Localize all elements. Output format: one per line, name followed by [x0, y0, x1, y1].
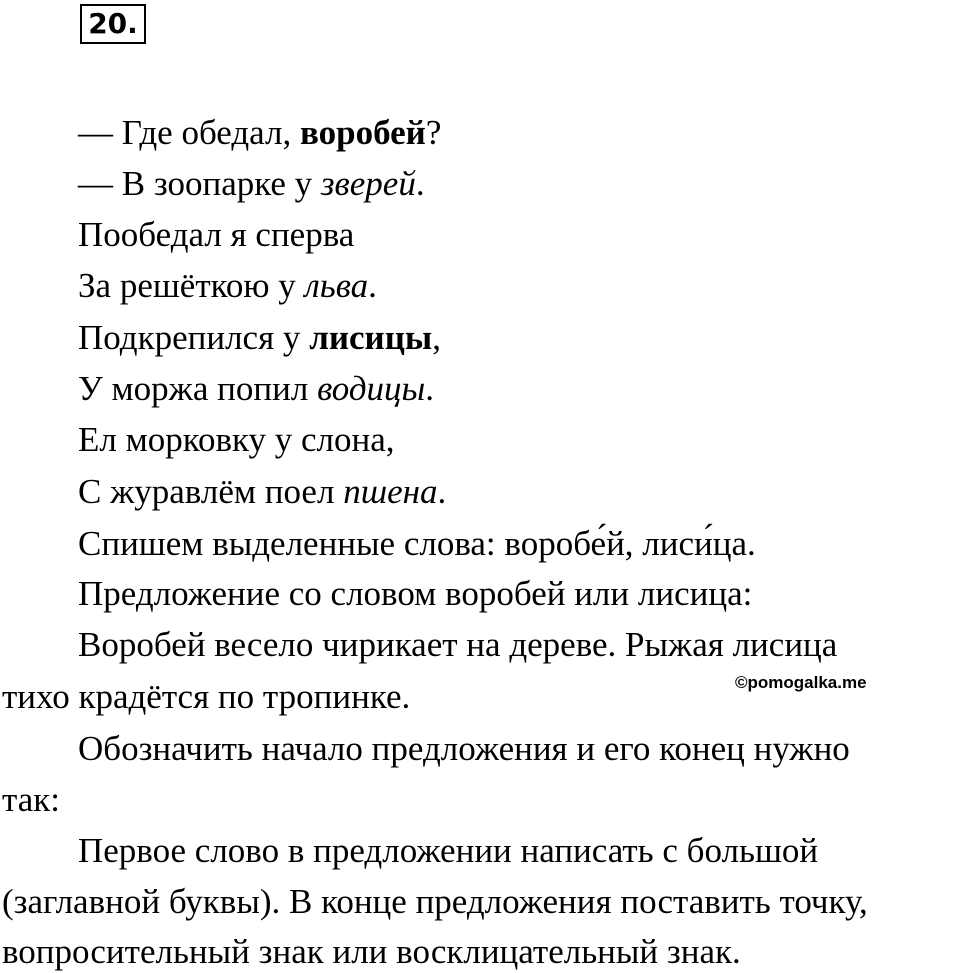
question-line-1: Обозначить начало предложения и его конец нужно [78, 729, 850, 768]
poem-line-6: У моржа попил водицы. [78, 369, 434, 408]
exercise-number: 20. [80, 4, 146, 44]
poem-line-8: С журавлём поел пшена. [78, 472, 447, 511]
italic-word-millet: пшена [343, 472, 438, 511]
example-sentence-line-2: тихо крадётся по тропинке. [2, 677, 411, 716]
poem-line-5: Подкрепился у лисицы, [78, 318, 441, 357]
example-sentence-line-1: Воробей весело чирикает на дереве. Рыжая лисица [78, 625, 838, 664]
poem-line-7: Ел морковку у слона, [78, 420, 395, 459]
italic-word-water: водицы [317, 369, 426, 408]
watermark: ©pomogalka.me [735, 673, 867, 692]
poem-line-2: — В зоопарке у зверей. [78, 164, 425, 203]
sentence-intro-line: Предложение со словом воробей или лисица: [78, 574, 753, 613]
bold-word-sparrow: воробей [299, 113, 426, 152]
question-line-2: так: [2, 780, 60, 819]
poem-line-3: Пообедал я сперва [78, 215, 355, 254]
rule-line-2: (заглавной буквы). В конце предложения поставить точку, [2, 882, 868, 921]
bold-word-fox: лисицы [309, 318, 433, 357]
italic-word-beasts: зверей [320, 164, 416, 203]
poem-line-1: — Где обедал, воробей? [78, 113, 442, 152]
written-words-line: Спишем выделенные слова: воробе́й, лиси́ца. [78, 524, 756, 563]
rule-line-3: вопросительный знак или восклицательный знак. [2, 932, 741, 971]
rule-line-1: Первое слово в предложении написать с большой [78, 831, 819, 870]
poem-line-4: За решёткою у льва. [78, 266, 377, 305]
italic-word-lion: льва [304, 266, 369, 305]
